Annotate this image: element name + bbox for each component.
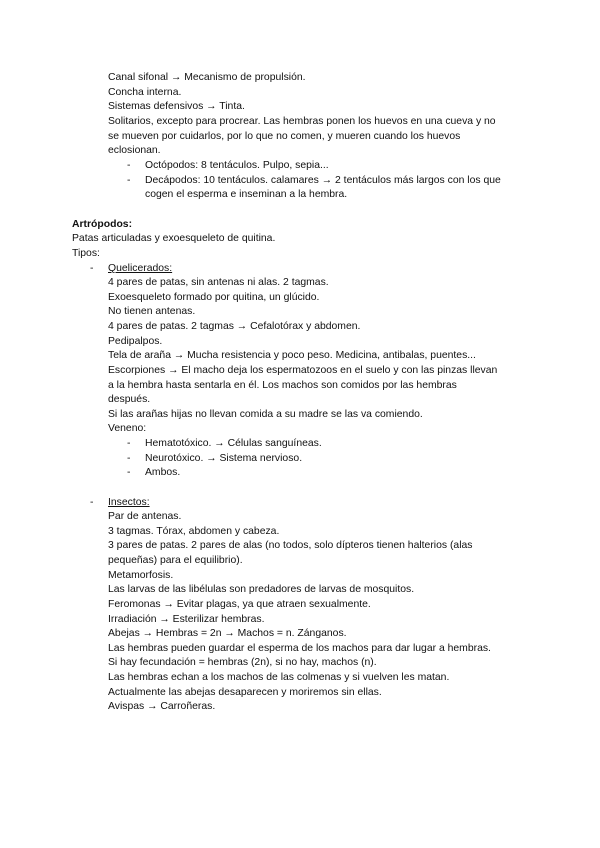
text-line: Tipos: bbox=[72, 248, 100, 259]
text-line: Pedipalpos. bbox=[108, 336, 163, 347]
text-line: Par de antenas. bbox=[108, 511, 182, 522]
text-line: Exoesqueleto formado por quitina, un glúcido. bbox=[108, 292, 320, 303]
text-line: Canal sifonal → Mecanismo de propulsión. bbox=[108, 72, 306, 83]
text-line: No tienen antenas. bbox=[108, 306, 196, 317]
bullet-dash: - bbox=[127, 160, 131, 171]
text-line: Patas articuladas y exoesqueleto de quitina. bbox=[72, 233, 276, 244]
text-line: 3 tagmas. Tórax, abdomen y cabeza. bbox=[108, 526, 280, 537]
bullet-dash: - bbox=[127, 175, 131, 186]
text-line: 3 pares de patas. 2 pares de alas (no todos, solo dípteros tienen halterios (alas bbox=[108, 540, 473, 551]
text-line: se mueven por cuidarlos, por lo que no comen, y mueren cuando los huevos bbox=[108, 131, 461, 142]
text-line: Feromonas → Evitar plagas, ya que atraen sexualmente. bbox=[108, 599, 371, 610]
bullet-dash: - bbox=[90, 497, 94, 508]
bullet-dash: - bbox=[127, 467, 131, 478]
bullet-dash: - bbox=[127, 438, 131, 449]
text-line: Metamorfosis. bbox=[108, 570, 174, 581]
text-line: Concha interna. bbox=[108, 87, 182, 98]
text-line: Veneno: bbox=[108, 423, 147, 434]
section-heading: Artrópodos: bbox=[72, 219, 133, 230]
text-line: Actualmente las abejas desaparecen y moriremos sin ellas. bbox=[108, 687, 382, 698]
text-line: Si hay fecundación = hembras (2n), si no hay, machos (n). bbox=[108, 657, 377, 668]
text-line: eclosionan. bbox=[108, 145, 161, 156]
text-line: a la hembra hasta sentarla en él. Los machos son comidos por las hembras bbox=[108, 380, 457, 391]
text-line: Si las arañas hijas no llevan comida a su madre se las va comiendo. bbox=[108, 409, 423, 420]
text-line: Las hembras echan a los machos de las colmenas y si vuelven les matan. bbox=[108, 672, 450, 683]
text-line: Las larvas de las libélulas son predadores de larvas de mosquitos. bbox=[108, 584, 415, 595]
text-line: pequeñas) para el equilibrio). bbox=[108, 555, 243, 566]
list-item: cogen el esperma e inseminan a la hembra. bbox=[145, 189, 348, 200]
list-item: Decápodos: 10 tentáculos. calamares → 2 tentáculos más largos con los que bbox=[145, 175, 501, 186]
bullet-dash: - bbox=[90, 263, 94, 274]
text-line: 4 pares de patas. 2 tagmas → Cefalotórax y abdomen. bbox=[108, 321, 361, 332]
text-line: Solitarios, excepto para procrear. Las hembras ponen los huevos en una cueva y no bbox=[108, 116, 496, 127]
list-item: Ambos. bbox=[145, 467, 181, 478]
text-line: Tela de araña → Mucha resistencia y poco peso. Medicina, antibalas, puentes... bbox=[108, 350, 476, 361]
text-line: 4 pares de patas, sin antenas ni alas. 2 tagmas. bbox=[108, 277, 329, 288]
text-line: Sistemas defensivos → Tinta. bbox=[108, 101, 245, 112]
subsection-title: Insectos: bbox=[108, 497, 150, 508]
list-item: Hematotóxico. → Células sanguíneas. bbox=[145, 438, 322, 449]
text-line: Irradiación → Esterilizar hembras. bbox=[108, 614, 265, 625]
list-item: Octópodos: 8 tentáculos. Pulpo, sepia... bbox=[145, 160, 329, 171]
list-item: Neurotóxico. → Sistema nervioso. bbox=[145, 453, 303, 464]
text-line: Las hembras pueden guardar el esperma de los machos para dar lugar a hembras. bbox=[108, 643, 491, 654]
text-line: Avispas → Carroñeras. bbox=[108, 701, 216, 712]
text-line: Abejas → Hembras = 2n → Machos = n. Zánganos. bbox=[108, 628, 347, 639]
subsection-title: Quelicerados: bbox=[108, 263, 173, 274]
text-line: después. bbox=[108, 394, 151, 405]
bullet-dash: - bbox=[127, 453, 131, 464]
text-line: Escorpiones → El macho deja los espermatozoos en el suelo y con las pinzas llevan bbox=[108, 365, 498, 376]
